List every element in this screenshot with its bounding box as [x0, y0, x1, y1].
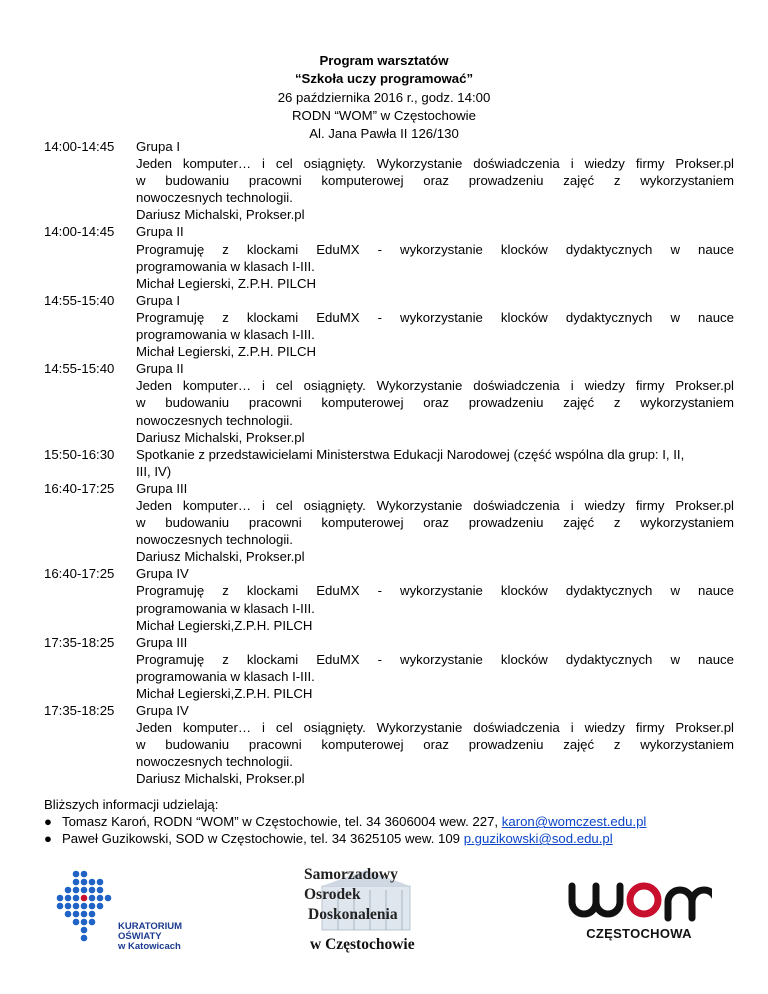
kuratorium-logo	[54, 868, 194, 953]
slot-body	[136, 292, 734, 360]
slot-line: nowoczesnych technologii.	[136, 532, 293, 548]
slot-line: Jeden komputer… i cel osiągnięty. Wykorzystanie doświadczenia i wiedzy firmy Prokser.pl	[136, 156, 734, 172]
slot-line: Jeden komputer… i cel osiągnięty. Wykorzystanie doświadczenia i wiedzy firmy Prokser.pl	[136, 720, 734, 736]
slot-heading: Grupa II	[136, 361, 184, 377]
program-address: Al. Jana Pawła II 126/130	[309, 126, 459, 142]
contacts-intro: Bliższych informacji udzielają:	[44, 797, 219, 812]
slot-line: Dariusz Michalski, Prokser.pl	[136, 429, 305, 445]
slot-time: 14:00-14:45	[44, 224, 115, 240]
slot-line: programowania w klasach I-III.	[136, 600, 315, 616]
sod-line: Doskonalenia	[308, 906, 398, 923]
logos-row	[0, 858, 768, 958]
slot-line: Jeden komputer… i cel osiągnięty. Wykorzystanie doświadczenia i wiedzy firmy Prokser.pl	[136, 497, 734, 513]
slot-line: Michał Legierski,Z.P.H. PILCH	[136, 686, 313, 701]
slot-time: 16:40-17:25	[44, 566, 115, 582]
program-title: Program warsztatów	[319, 53, 449, 68]
slot-time: 16:40-17:25	[44, 480, 115, 496]
contact-item	[44, 813, 734, 830]
slot-line: Dariusz Michalski, Prokser.pl	[136, 207, 305, 223]
schedule-slot	[44, 292, 734, 360]
schedule-slot	[44, 702, 734, 787]
slot-heading: Spotkanie z przedstawicielami Ministerstwa Edukacji Narodowej (część wspólna dla grup: I, II,	[136, 446, 685, 462]
contacts	[44, 796, 734, 847]
slot-line: Dariusz Michalski, Prokser.pl	[136, 771, 305, 787]
program-header	[0, 52, 768, 143]
schedule-slot	[44, 634, 734, 702]
schedule	[44, 138, 734, 788]
bullet-icon: ●	[44, 831, 52, 847]
slot-heading: Grupa III	[136, 634, 188, 650]
wom-city: CZĘSTOCHOWA	[586, 926, 692, 941]
slot-heading: Grupa II	[136, 224, 184, 240]
sod-line: Osrodek	[304, 886, 361, 903]
slot-line: w budowaniu pracowni komputerowej oraz prowadzeniu zajęć z wykorzystaniem	[136, 395, 734, 411]
wom-mark-icon	[566, 880, 712, 924]
slot-body	[136, 565, 734, 633]
slot-line: Jeden komputer… i cel osiągnięty. Wykorzystanie doświadczenia i wiedzy firmy Prokser.pl	[136, 378, 734, 394]
kuratorium-text: KURATORIUM OŚWIATY w Katowicach	[118, 921, 183, 952]
slot-body	[136, 138, 734, 223]
slot-line: programowania w klasach I-III.	[136, 668, 315, 684]
schedule-slot	[44, 138, 734, 223]
slot-line: Programuję z klockami EduMX - wykorzystanie klocków dydaktycznych w nauce	[136, 651, 734, 667]
slot-line: w budowaniu pracowni komputerowej oraz prowadzeniu zajęć z wykorzystaniem	[136, 737, 734, 753]
slot-heading: Grupa III	[136, 480, 188, 496]
slot-line: Dariusz Michalski, Prokser.pl	[136, 549, 305, 565]
slot-heading: Grupa I	[136, 292, 180, 308]
sod-line: Samorzadowy	[304, 866, 398, 883]
schedule-slot	[44, 223, 734, 291]
slot-line: nowoczesnych technologii.	[136, 190, 293, 206]
slot-body	[136, 446, 734, 480]
contact-item	[44, 830, 734, 847]
email-link[interactable]: karon@womczest.edu.pl	[501, 814, 647, 830]
sod-city: w Częstochowie	[310, 936, 415, 953]
slot-body	[136, 223, 734, 291]
slot-heading: Grupa I	[136, 139, 180, 154]
slot-line: nowoczesnych technologii.	[136, 412, 293, 428]
slot-line: Programuję z klockami EduMX - wykorzystanie klocków dydaktycznych w nauce	[136, 583, 734, 599]
program-date: 26 października 2016 r., godz. 14:00	[277, 89, 491, 105]
slot-line: Programuję z klockami EduMX - wykorzystanie klocków dydaktycznych w nauce	[136, 241, 734, 257]
slot-body	[136, 702, 734, 787]
slot-time: 17:35-18:25	[44, 703, 115, 719]
slot-line: w budowaniu pracowni komputerowej oraz prowadzeniu zajęć z wykorzystaniem	[136, 515, 734, 531]
slot-body	[136, 360, 734, 445]
slot-time: 14:55-15:40	[44, 292, 115, 308]
slot-line: Michał Legierski, Z.P.H. PILCH	[136, 275, 317, 291]
slot-line: III, IV)	[136, 463, 172, 479]
slot-time: 14:00-14:45	[44, 139, 115, 154]
contact-text: Tomasz Karoń, RODN “WOM” w Częstochowie, tel. 34 3606004 wew. 227,	[62, 814, 502, 830]
slot-time: 17:35-18:25	[44, 634, 115, 650]
contact-text: Paweł Guzikowski, SOD w Częstochowie, tel. 34 3625105 wew. 109	[62, 831, 464, 847]
schedule-slot	[44, 480, 734, 565]
dots-logo-icon	[54, 868, 124, 953]
sod-logo	[292, 864, 422, 954]
slot-heading: Grupa IV	[136, 566, 189, 582]
slot-heading: Grupa IV	[136, 703, 189, 719]
slot-body	[136, 634, 734, 702]
slot-line: programowania w klasach I-III.	[136, 327, 315, 343]
slot-line: Michał Legierski, Z.P.H. PILCH	[136, 344, 317, 360]
email-link[interactable]: p.guzikowski@sod.edu.pl	[463, 831, 613, 847]
program-venue: RODN “WOM” w Częstochowie	[292, 107, 476, 123]
schedule-slot	[44, 446, 734, 480]
slot-line: programowania w klasach I-III.	[136, 258, 315, 274]
bullet-icon: ●	[44, 814, 52, 830]
slot-time: 15:50-16:30	[44, 446, 115, 462]
slot-line: nowoczesnych technologii.	[136, 754, 293, 770]
slot-body	[136, 480, 734, 565]
schedule-slot	[44, 360, 734, 445]
slot-line: w budowaniu pracowni komputerowej oraz prowadzeniu zajęć z wykorzystaniem	[136, 173, 734, 189]
slot-line: Michał Legierski,Z.P.H. PILCH	[136, 617, 313, 633]
slot-line: Programuję z klockami EduMX - wykorzystanie klocków dydaktycznych w nauce	[136, 309, 734, 325]
slot-time: 14:55-15:40	[44, 361, 115, 377]
program-subtitle: “Szkoła uczy programować”	[294, 71, 474, 87]
schedule-slot	[44, 565, 734, 633]
wom-logo	[566, 880, 716, 946]
